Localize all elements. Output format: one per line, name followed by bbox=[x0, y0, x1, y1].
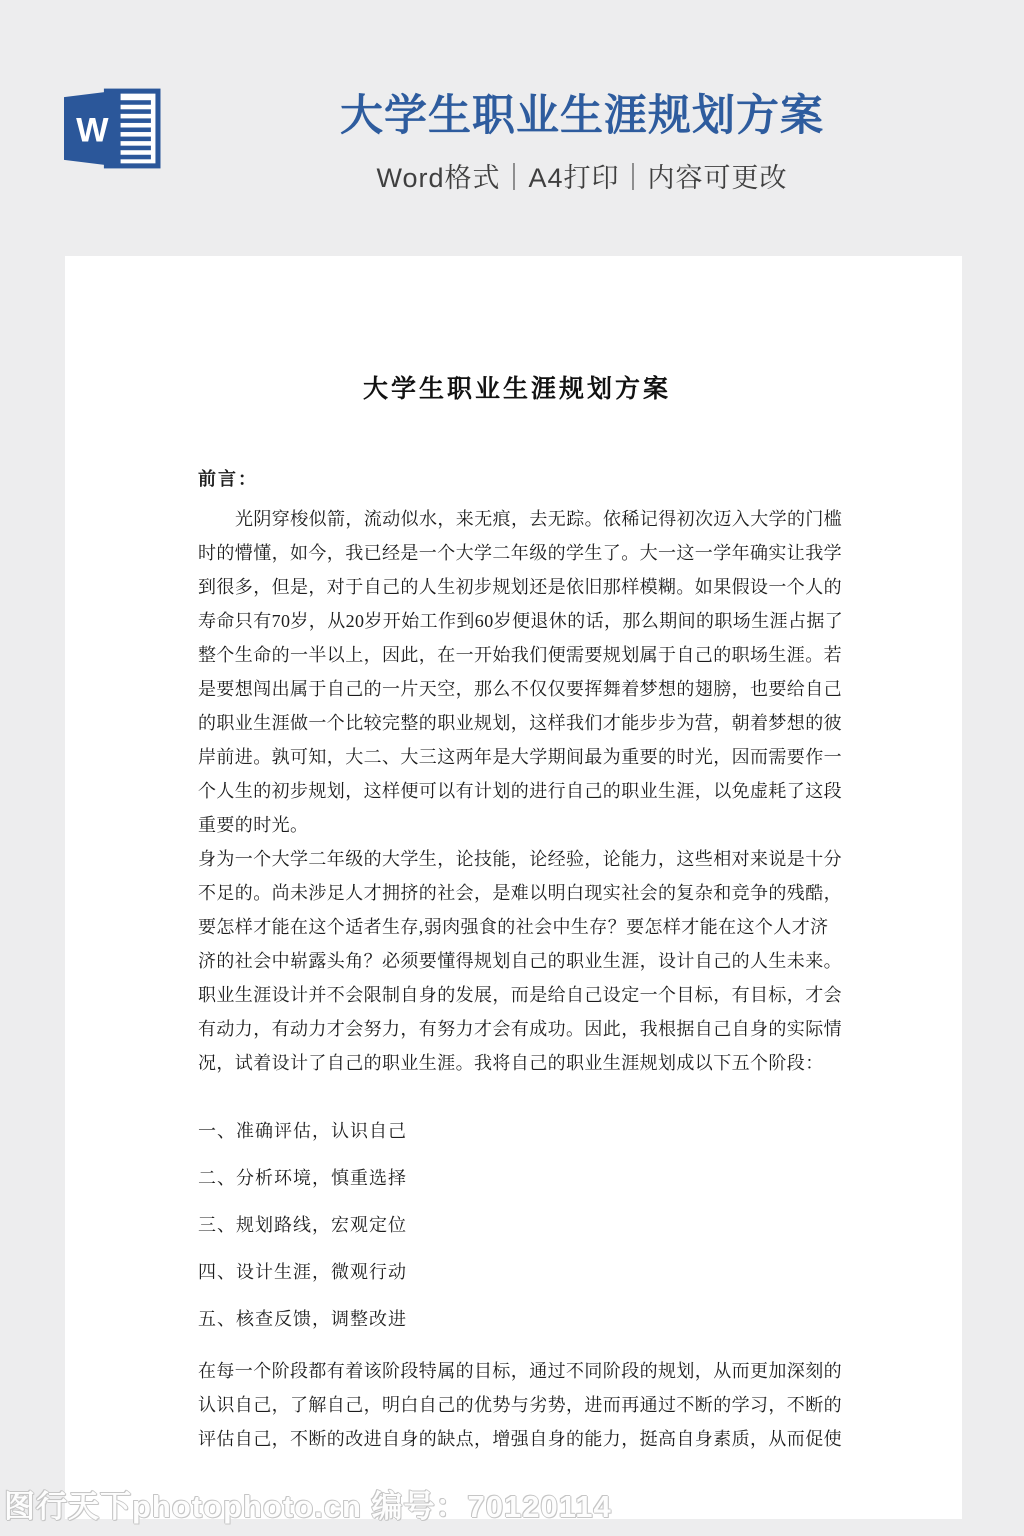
doc-line: 时的懵懂，如今，我已经是一个大学二年级的学生了。大一这一学年确实让我学 bbox=[198, 543, 842, 563]
doc-line: 要怎样才能在这个适者生存,弱肉强食的社会中生存？要怎样才能在这个人才济 bbox=[198, 917, 829, 937]
document-title: 大学生职业生涯规划方案 bbox=[362, 376, 671, 403]
doc-line: 职业生涯设计并不会限制自身的发展，而是给自己设定一个目标，有目标，才会 bbox=[198, 985, 842, 1005]
doc-line: 一、准确评估，认识自己 bbox=[198, 1121, 407, 1141]
doc-line: 不足的。尚未涉足人才拥挤的社会，是难以明白现实社会的复杂和竞争的残酷， bbox=[198, 883, 842, 903]
document-page bbox=[65, 256, 962, 1519]
doc-line: 是要想闯出属于自己的一片天空，那么不仅仅要挥舞着梦想的翅膀，也要给自己 bbox=[198, 679, 842, 699]
doc-line: 整个生命的一半以上，因此，在一开始我们便需要规划属于自己的职场生涯。若 bbox=[198, 645, 842, 665]
doc-line: 重要的时光。 bbox=[198, 815, 309, 835]
doc-line: 身为一个大学二年级的大学生，论技能，论经验，论能力，这些相对来说是十分 bbox=[198, 849, 842, 869]
doc-line: 认识自己，了解自己，明白自己的优势与劣势，进而再通过不断的学习，不断的 bbox=[198, 1395, 842, 1415]
doc-line: 三、规划路线，宏观定位 bbox=[198, 1215, 407, 1235]
doc-line: 岸前进。孰可知，大二、大三这两年是大学期间最为重要的时光，因而需要作一 bbox=[198, 747, 842, 767]
template-title: 大学生职业生涯规划方案 bbox=[340, 92, 824, 140]
doc-line: 有动力，有动力才会努力，有努力才会有成功。因此，我根据自己自身的实际情 bbox=[198, 1019, 842, 1039]
doc-line: 评估自己，不断的改进自身的缺点，增强自身的能力，挺高自身素质，从而促使 bbox=[198, 1429, 842, 1449]
watermark-text: 图行天下photophoto.cn 编号：70120114 bbox=[4, 1489, 612, 1524]
header-banner bbox=[0, 0, 1024, 256]
doc-line: 五、核查反馈，调整改进 bbox=[198, 1309, 407, 1329]
doc-line: 二、分析环境，慎重选择 bbox=[198, 1168, 407, 1188]
doc-line: 个人生的初步规划，这样便可以有计划的进行自己的职业生涯，以免虚耗了这段 bbox=[198, 781, 842, 801]
document-body bbox=[198, 462, 844, 1456]
word-w-glyph: W bbox=[76, 111, 109, 150]
template-subtitle: Word格式｜A4打印｜内容可更改 bbox=[376, 163, 788, 193]
doc-line: 的职业生涯做一个比较完整的职业规划，这样我们才能步步为营，朝着梦想的彼 bbox=[198, 713, 842, 733]
header-text-block bbox=[140, 92, 1024, 195]
doc-line: 到很多，但是，对于自己的人生初步规划还是依旧那样模糊。如果假设一个人的 bbox=[198, 577, 842, 597]
doc-line: 前言： bbox=[198, 469, 258, 489]
doc-line: 四、设计生涯，微观行动 bbox=[198, 1262, 407, 1282]
doc-line: 寿命只有70岁，从20岁开始工作到60岁便退休的话，那么期间的职场生涯占据了 bbox=[198, 611, 844, 631]
doc-line: 在每一个阶段都有着该阶段特属的目标，通过不同阶段的规划，从而更加深刻的 bbox=[198, 1361, 842, 1381]
doc-line: 况，试着设计了自己的职业生涯。我将自己的职业生涯规划成以下五个阶段： bbox=[198, 1053, 824, 1073]
doc-line: 光阴穿梭似箭，流动似水，来无痕，去无踪。依稀记得初次迈入大学的门槛 bbox=[235, 509, 843, 529]
doc-line: 济的社会中崭露头角？必须要懂得规划自己的职业生涯，设计自己的人生未来。 bbox=[198, 951, 842, 971]
